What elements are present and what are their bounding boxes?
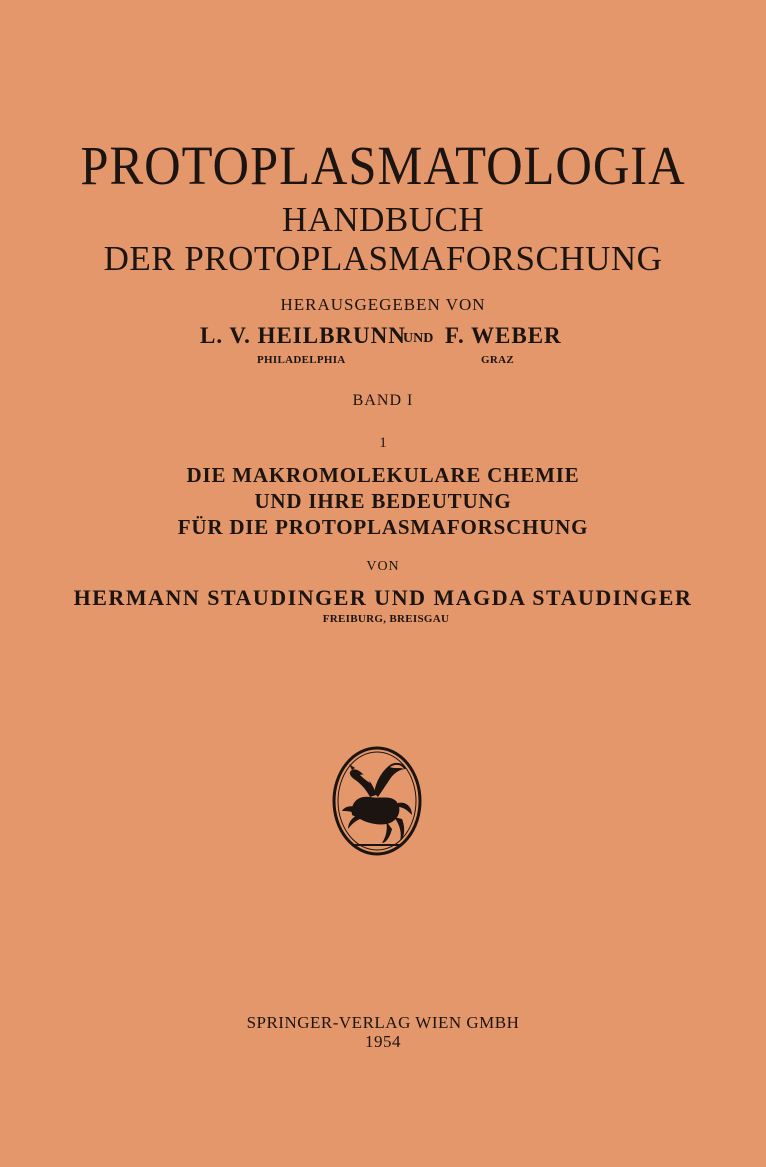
editors-joiner: UND [403,331,434,346]
part-number: 1 [379,435,387,451]
work-title-line-1: DIE MAKROMOLEKULARE CHEMIE [186,463,580,487]
publication-year: 1954 [365,1032,401,1051]
authors-place: FREIBURG, BREISGAU [322,613,450,625]
editor-name-heilbrunn: L. V. HEILBRUNN [200,323,406,348]
editor-name-weber: F. WEBER [445,323,562,348]
editors [0,324,766,372]
series-subtitle-line-2: DER PROTOPLASMAFORSCHUNG [103,239,663,278]
authors: HERMANN STAUDINGER UND MAGDA STAUDINGER [73,585,693,610]
edited-by-label: HERAUSGEGEBEN VON [280,295,486,314]
series-title: PROTOPLASMATOLOGIA [80,135,686,196]
by-label: VON [366,559,400,574]
work-title-line-3: FÜR DIE PROTOPLASMAFORSCHUNG [177,515,589,539]
volume-label: BAND I [352,392,414,409]
series-subtitle-line-1: HANDBUCH [281,200,485,239]
editor-place-philadelphia: PHILADELPHIA [257,354,346,366]
editor-place-graz: GRAZ [481,354,514,366]
work-title-line-2: UND IHRE BEDEUTUNG [254,489,512,513]
publisher: SPRINGER-VERLAG WIEN GMBH [246,1013,520,1032]
springer-horse-emblem-icon [330,745,424,857]
